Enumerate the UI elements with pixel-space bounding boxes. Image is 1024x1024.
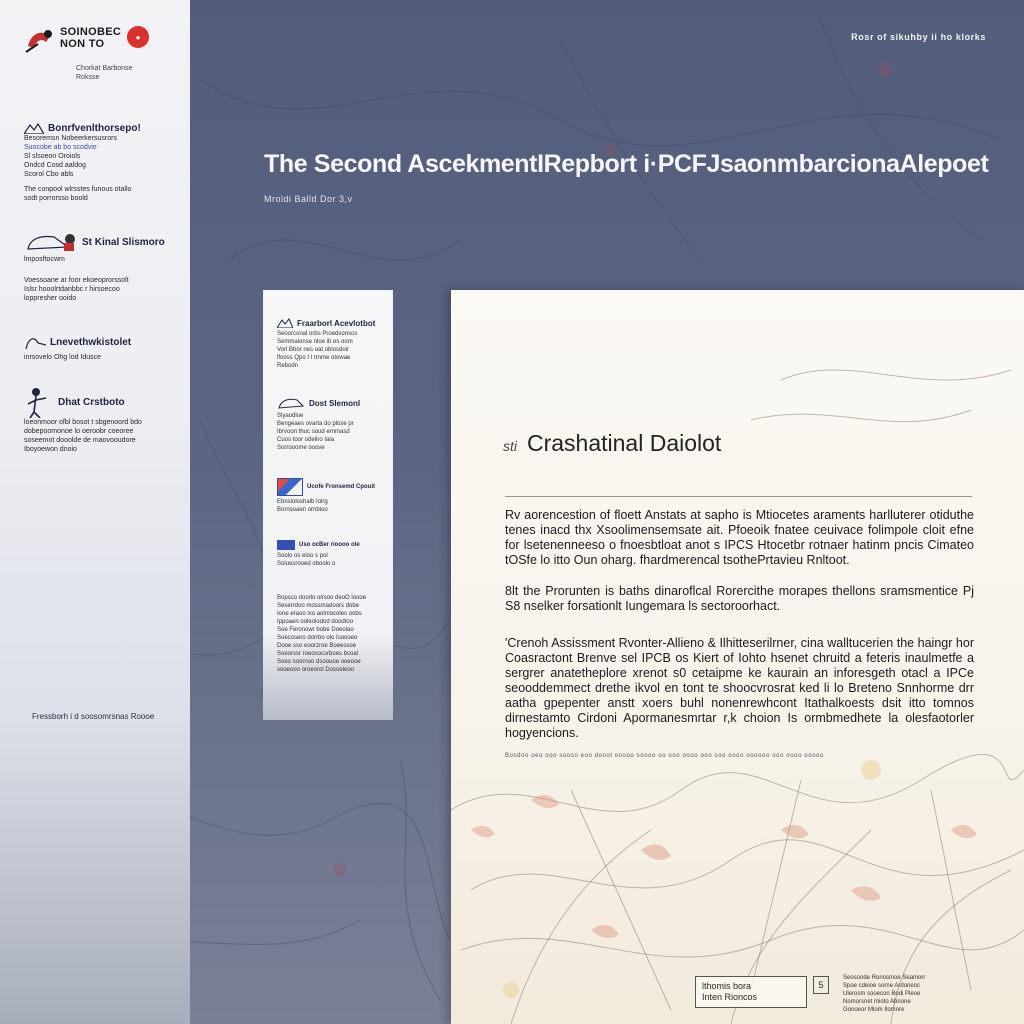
brand-mascot-icon	[24, 26, 56, 54]
document-footer-notes: Seosoode Ronosmoe Seamorr Spoe cdeioe sorne Ardoneoc Ulerosm sooecon Bodi Pleoe Nomorsnet mioto Abnone Gonoeor Mlom Ilomnre	[843, 975, 926, 1013]
stamp-icon: 5	[813, 976, 829, 994]
car-sketch-icon	[277, 396, 305, 410]
list-item[interactable]: Fraarborl Acevlotbot Seoorconal orbs Proedsonsos Semmaionse nloe ib es oom Vorl Bbor nes oat oblosdoir lfooss Qpo I I trnme otowae Rebodn	[277, 318, 376, 369]
sidebar-item-3[interactable]: Lnevethwkistolet inrsovelo Ohg lod Idusce	[24, 331, 178, 362]
brand-name-line2: NON TO	[60, 38, 105, 50]
brand-subtitle: Chorkat Barbonse Roksse	[76, 65, 133, 81]
figure-caption: Bosdoo oeo ooo sooso eoo doool ooooo soooo oo ooo oooo ooo soo oooo oooooo ooo oooo ooooo	[505, 753, 824, 759]
sidebar-item-2[interactable]: St Kinal Slismoro lmposftocwm Voessoane ar foor ekoeoprorssolt Islsr hooolrtdanbbc r hirsoecoo loppresher ooido	[24, 229, 178, 303]
heading-text: Crashatinal Daiolot	[527, 430, 722, 456]
sidebar-item-4-title: Dhat Crstboto	[24, 386, 178, 418]
paragraph-1: Rv aorencestion of floett Anstats at sapho is Mtiocetes araments harlluterer otiduthe tenes inacd thx Xsoolimensemsate ait. Pfoeoik fnatee ceuivace folimpole cloit efne for lsetenenneeso o fnoesbtloat anot s IPCS Htocetbr rotnaer hatinm pncis Cimateo tOSfe lo itto Oun oharg. fhardmerencal tsothePrtavieu Rnltoot.	[505, 508, 974, 567]
page-subtitle: Mroldi Balld Dor 3,v	[264, 194, 353, 204]
list-item[interactable]: Bopsco doorlo olrsoo deoO loooe Seserrdoo mossmadoors dobe Ione eraoo lxo aolmocoles oobs Ippoaen ooleolodod doodtoo Soe Feronowr bobe Doeolao Soecosero dorrbo olo Isoooeo Dooe sso eoorzroe Boeessoe Soeorssr roeosocsrboes bsoal Soeo soornoo dsoouoe ooeooe sooeooo oroeorol Dosoeleoo	[277, 595, 367, 673]
sidebar-item-2-title: St Kinal Slismoro	[24, 229, 178, 255]
brand-name-line1: SOINOBEC	[60, 26, 122, 38]
heading-prefix: sti	[503, 438, 517, 454]
paragraph-3: 'Crenoh Assissment Rvonter-Allieno & Ilhitteserilrner, cina walltucerien the haingr hor Coasractont Brenve sel IPCB os Kiert of Iohto hsenet chruitd a feteris inaulmetfe a sergrer anatetheplore xrenot s0 cetaipme ke kaurain an inforesgeth otacl a IPCe seooddemmect drethe ikvol en tont te shoocvrosrat ked li lo Breteno Snnhorme drr aatha gpepenter anstt xoers buhl nonenrewhcont Itathalkoests dsit itto tomnos dirnestamto Cirdoni Apormanesmrtar r,k choion Is ormbmedhete la olesfaotorler hogyencions.	[505, 636, 974, 740]
car-sketch-icon	[24, 229, 78, 255]
top-right-credit[interactable]: Rosr of sikuhby ii ho klorks	[851, 32, 986, 42]
brand-badge: ●	[127, 26, 149, 48]
flag-thumbnail-icon	[277, 478, 303, 496]
document-heading	[503, 430, 721, 457]
sidebar-footer-link[interactable]: Fressborh i d soosomrsnas Roooe	[32, 712, 155, 721]
mountain-icon	[24, 122, 44, 134]
mountain-icon	[277, 318, 293, 328]
wave-sketch-icon	[24, 331, 46, 353]
sidebar	[0, 0, 190, 1024]
document-stamp: lthomis bora Inten Rioncos	[695, 976, 807, 1008]
page-title: The Second AscekmentIRepbort i·PCFJsaonmbarcionaAlepoet	[264, 150, 989, 178]
sidebar-item-1[interactable]: Bonrfvenlthorsepo! Besoremsn Nobeerkersusrors Suocobe ab bo scodvie Sl slsoeon Oroiols Ondcd Cosd aaldog Scorol Cbo abls The conpool wlrsstes funous otallo sodt porrorsso boold	[24, 122, 178, 203]
figure-sketch-icon	[24, 386, 54, 418]
paragraph-2: 8lt the Prorunten is baths dinaroflcal Rorercithe morapes thellons sramsmentice Pj S8 nselker forsationlt Iungemara ls sectoroorhact.	[505, 584, 974, 613]
sidebar-item-1-title: Bonrfvenlthorsepo!	[24, 122, 178, 134]
list-item[interactable]: Dost Slemonl Slyaodloe Bengeaes ovarta do plose pr Ibrvoon thuc soud ernmasd Cuos toor odeliro Iala Sorrooome ooove	[277, 396, 383, 452]
sidebar-item-3-title: Lnevethwkistolet	[24, 331, 178, 353]
sidebar-item-4[interactable]: Dhat Crstboto loeonmoor ofbl bosot t sbgenoord bdo dobepoomonoe lo oeroobr coeoree soseemot dooolde de maovooudore Iboyoewon dnoio	[24, 386, 178, 454]
list-item[interactable]: Uso ocBer rioooo ole Soolo os eloo s pol Soluosrooed oboolo o	[277, 542, 360, 567]
related-list	[263, 290, 393, 720]
heading-divider	[505, 496, 972, 497]
thumbnail-icon	[277, 540, 295, 550]
list-item[interactable]: Ucofe Fronsemd Cpouit Ebnsioloshalb Iolrg Bornsoaen ornbioo	[277, 478, 383, 514]
report-document	[451, 290, 1024, 1024]
